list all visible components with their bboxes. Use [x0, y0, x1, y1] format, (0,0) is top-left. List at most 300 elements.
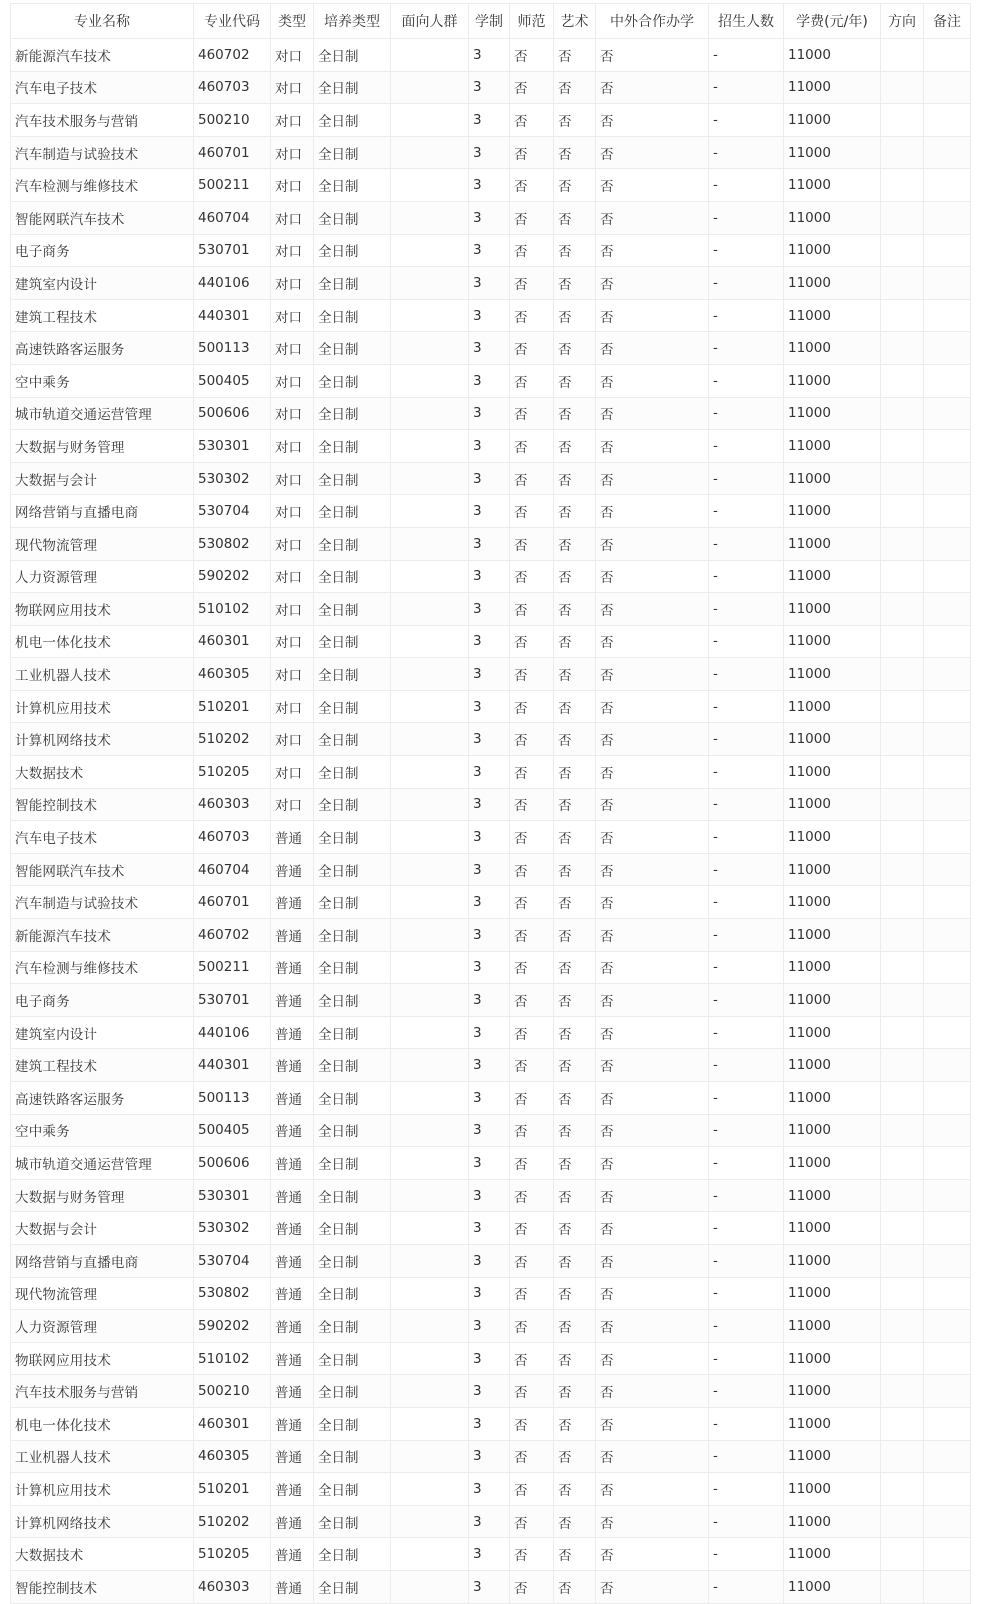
cell-normal-school: 否: [510, 919, 554, 952]
cell-training-type: 全日制: [314, 1114, 391, 1147]
cell-duration: 3: [469, 1342, 510, 1375]
cell-enrollment-count: -: [709, 136, 784, 169]
header-type: 类型: [271, 4, 314, 39]
cell-enrollment-count: -: [709, 1473, 784, 1506]
cell-normal-school: 否: [510, 1538, 554, 1571]
cell-duration: 3: [469, 332, 510, 365]
cell-major-name: 网络营销与直播电商: [11, 1244, 194, 1277]
cell-target-group: [391, 560, 469, 593]
cell-art: 否: [554, 951, 596, 984]
cell-tuition: 11000: [784, 593, 881, 626]
cell-major-code: 460704: [194, 853, 271, 886]
cell-type: 普通: [271, 1473, 314, 1506]
table-row: [11, 853, 971, 886]
cell-major-code: 460702: [194, 919, 271, 952]
cell-normal-school: 否: [510, 1016, 554, 1049]
cell-joint-program: 否: [596, 1310, 709, 1343]
cell-art: 否: [554, 1244, 596, 1277]
cell-enrollment-count: -: [709, 397, 784, 430]
cell-tuition: 11000: [784, 71, 881, 104]
cell-target-group: [391, 1244, 469, 1277]
cell-major-name: 汽车电子技术: [11, 71, 194, 104]
cell-direction: [881, 267, 924, 300]
cell-major-name: 新能源汽车技术: [11, 919, 194, 952]
cell-type: 普通: [271, 1342, 314, 1375]
cell-tuition: 11000: [784, 527, 881, 560]
cell-major-name: 大数据与财务管理: [11, 430, 194, 463]
cell-duration: 3: [469, 723, 510, 756]
header-direction: 方向: [881, 4, 924, 39]
cell-art: 否: [554, 1114, 596, 1147]
cell-major-code: 530704: [194, 1244, 271, 1277]
cell-major-name: 网络营销与直播电商: [11, 495, 194, 528]
cell-duration: 3: [469, 71, 510, 104]
cell-type: 普通: [271, 984, 314, 1017]
cell-art: 否: [554, 919, 596, 952]
cell-direction: [881, 71, 924, 104]
cell-normal-school: 否: [510, 821, 554, 854]
cell-enrollment-count: -: [709, 1179, 784, 1212]
cell-direction: [881, 1179, 924, 1212]
cell-major-name: 建筑室内设计: [11, 267, 194, 300]
header-remarks: 备注: [924, 4, 971, 39]
table-row: [11, 1473, 971, 1506]
cell-remarks: [924, 919, 971, 952]
cell-tuition: 11000: [784, 299, 881, 332]
cell-art: 否: [554, 527, 596, 560]
cell-joint-program: 否: [596, 332, 709, 365]
cell-joint-program: 否: [596, 462, 709, 495]
cell-type: 对口: [271, 71, 314, 104]
cell-direction: [881, 1473, 924, 1506]
cell-direction: [881, 625, 924, 658]
cell-duration: 3: [469, 104, 510, 137]
cell-target-group: [391, 853, 469, 886]
cell-major-code: 500211: [194, 951, 271, 984]
cell-remarks: [924, 332, 971, 365]
cell-direction: [881, 723, 924, 756]
cell-target-group: [391, 658, 469, 691]
cell-remarks: [924, 723, 971, 756]
cell-major-code: 440106: [194, 267, 271, 300]
cell-major-code: 530701: [194, 984, 271, 1017]
cell-duration: 3: [469, 1082, 510, 1115]
cell-duration: 3: [469, 234, 510, 267]
cell-art: 否: [554, 821, 596, 854]
cell-joint-program: 否: [596, 1212, 709, 1245]
cell-enrollment-count: -: [709, 1505, 784, 1538]
cell-type: 对口: [271, 560, 314, 593]
cell-training-type: 全日制: [314, 1244, 391, 1277]
cell-major-name: 现代物流管理: [11, 1277, 194, 1310]
cell-art: 否: [554, 1570, 596, 1603]
cell-tuition: 11000: [784, 919, 881, 952]
cell-tuition: 11000: [784, 364, 881, 397]
cell-normal-school: 否: [510, 1212, 554, 1245]
cell-type: 对口: [271, 332, 314, 365]
cell-joint-program: 否: [596, 234, 709, 267]
cell-major-code: 460303: [194, 788, 271, 821]
cell-direction: [881, 1147, 924, 1180]
cell-joint-program: 否: [596, 886, 709, 919]
header-enrollment-count: 招生人数: [709, 4, 784, 39]
cell-training-type: 全日制: [314, 1440, 391, 1473]
cell-joint-program: 否: [596, 104, 709, 137]
cell-tuition: 11000: [784, 332, 881, 365]
cell-major-code: 500405: [194, 1114, 271, 1147]
cell-enrollment-count: -: [709, 1375, 784, 1408]
cell-major-name: 汽车电子技术: [11, 821, 194, 854]
cell-duration: 3: [469, 1114, 510, 1147]
cell-duration: 3: [469, 1310, 510, 1343]
cell-tuition: 11000: [784, 1244, 881, 1277]
cell-normal-school: 否: [510, 234, 554, 267]
cell-type: 普通: [271, 821, 314, 854]
table-row: [11, 723, 971, 756]
cell-direction: [881, 462, 924, 495]
cell-duration: 3: [469, 201, 510, 234]
cell-art: 否: [554, 1538, 596, 1571]
cell-major-name: 汽车检测与维修技术: [11, 951, 194, 984]
cell-target-group: [391, 462, 469, 495]
cell-art: 否: [554, 1310, 596, 1343]
cell-normal-school: 否: [510, 560, 554, 593]
cell-direction: [881, 201, 924, 234]
cell-tuition: 11000: [784, 1049, 881, 1082]
cell-enrollment-count: -: [709, 658, 784, 691]
cell-major-code: 460701: [194, 886, 271, 919]
cell-training-type: 全日制: [314, 430, 391, 463]
cell-major-name: 机电一体化技术: [11, 1407, 194, 1440]
cell-enrollment-count: -: [709, 39, 784, 72]
cell-enrollment-count: -: [709, 1310, 784, 1343]
cell-art: 否: [554, 104, 596, 137]
header-duration: 学制: [469, 4, 510, 39]
cell-type: 普通: [271, 1114, 314, 1147]
cell-type: 普通: [271, 853, 314, 886]
cell-training-type: 全日制: [314, 1147, 391, 1180]
table-row: [11, 234, 971, 267]
cell-remarks: [924, 527, 971, 560]
cell-duration: 3: [469, 397, 510, 430]
cell-remarks: [924, 821, 971, 854]
table-row: [11, 821, 971, 854]
cell-remarks: [924, 1114, 971, 1147]
cell-target-group: [391, 1375, 469, 1408]
table-row: [11, 1538, 971, 1571]
cell-training-type: 全日制: [314, 234, 391, 267]
cell-training-type: 全日制: [314, 984, 391, 1017]
cell-training-type: 全日制: [314, 1310, 391, 1343]
cell-art: 否: [554, 462, 596, 495]
cell-training-type: 全日制: [314, 723, 391, 756]
cell-direction: [881, 136, 924, 169]
cell-type: 普通: [271, 951, 314, 984]
cell-enrollment-count: -: [709, 1342, 784, 1375]
cell-direction: [881, 1407, 924, 1440]
cell-remarks: [924, 1473, 971, 1506]
cell-duration: 3: [469, 1570, 510, 1603]
cell-direction: [881, 853, 924, 886]
cell-enrollment-count: -: [709, 201, 784, 234]
cell-direction: [881, 919, 924, 952]
cell-type: 普通: [271, 1212, 314, 1245]
cell-training-type: 全日制: [314, 527, 391, 560]
table-row: [11, 1244, 971, 1277]
cell-tuition: 11000: [784, 1375, 881, 1408]
cell-art: 否: [554, 1147, 596, 1180]
cell-normal-school: 否: [510, 201, 554, 234]
cell-major-name: 汽车制造与试验技术: [11, 136, 194, 169]
cell-type: 对口: [271, 136, 314, 169]
table-row: [11, 919, 971, 952]
cell-direction: [881, 1538, 924, 1571]
cell-duration: 3: [469, 951, 510, 984]
cell-target-group: [391, 1538, 469, 1571]
cell-remarks: [924, 1342, 971, 1375]
cell-enrollment-count: -: [709, 430, 784, 463]
cell-target-group: [391, 136, 469, 169]
cell-training-type: 全日制: [314, 39, 391, 72]
cell-tuition: 11000: [784, 1473, 881, 1506]
cell-target-group: [391, 886, 469, 919]
cell-art: 否: [554, 853, 596, 886]
cell-remarks: [924, 267, 971, 300]
cell-training-type: 全日制: [314, 1473, 391, 1506]
cell-joint-program: 否: [596, 1473, 709, 1506]
cell-normal-school: 否: [510, 853, 554, 886]
cell-major-code: 530802: [194, 527, 271, 560]
cell-training-type: 全日制: [314, 136, 391, 169]
cell-training-type: 全日制: [314, 267, 391, 300]
cell-major-code: 590202: [194, 560, 271, 593]
cell-normal-school: 否: [510, 1114, 554, 1147]
cell-art: 否: [554, 756, 596, 789]
cell-normal-school: 否: [510, 1407, 554, 1440]
cell-major-name: 汽车制造与试验技术: [11, 886, 194, 919]
table-row: [11, 1147, 971, 1180]
cell-duration: 3: [469, 593, 510, 626]
cell-major-code: 530802: [194, 1277, 271, 1310]
cell-type: 对口: [271, 625, 314, 658]
table-header-row: [11, 4, 971, 39]
cell-enrollment-count: -: [709, 234, 784, 267]
cell-major-name: 汽车技术服务与营销: [11, 1375, 194, 1408]
cell-tuition: 11000: [784, 1212, 881, 1245]
cell-direction: [881, 1375, 924, 1408]
cell-tuition: 11000: [784, 625, 881, 658]
cell-duration: 3: [469, 169, 510, 202]
cell-normal-school: 否: [510, 690, 554, 723]
cell-target-group: [391, 1473, 469, 1506]
cell-type: 对口: [271, 104, 314, 137]
cell-major-code: 460303: [194, 1570, 271, 1603]
cell-normal-school: 否: [510, 462, 554, 495]
cell-joint-program: 否: [596, 560, 709, 593]
cell-major-code: 460301: [194, 1407, 271, 1440]
cell-art: 否: [554, 690, 596, 723]
cell-duration: 3: [469, 853, 510, 886]
cell-joint-program: 否: [596, 593, 709, 626]
cell-art: 否: [554, 136, 596, 169]
cell-art: 否: [554, 593, 596, 626]
table-row: [11, 886, 971, 919]
header-tuition: 学费(元/年): [784, 4, 881, 39]
cell-normal-school: 否: [510, 104, 554, 137]
cell-training-type: 全日制: [314, 1570, 391, 1603]
cell-major-code: 530302: [194, 462, 271, 495]
cell-type: 普通: [271, 1375, 314, 1408]
cell-duration: 3: [469, 1407, 510, 1440]
cell-major-name: 计算机网络技术: [11, 723, 194, 756]
table-row: [11, 1016, 971, 1049]
table-row: [11, 1375, 971, 1408]
cell-type: 对口: [271, 527, 314, 560]
cell-major-name: 智能网联汽车技术: [11, 853, 194, 886]
cell-target-group: [391, 527, 469, 560]
cell-major-name: 建筑工程技术: [11, 1049, 194, 1082]
cell-joint-program: 否: [596, 397, 709, 430]
cell-joint-program: 否: [596, 723, 709, 756]
cell-training-type: 全日制: [314, 1082, 391, 1115]
cell-target-group: [391, 984, 469, 1017]
table-row: [11, 560, 971, 593]
table-row: [11, 71, 971, 104]
cell-direction: [881, 1570, 924, 1603]
cell-art: 否: [554, 201, 596, 234]
cell-major-name: 城市轨道交通运营管理: [11, 1147, 194, 1180]
cell-training-type: 全日制: [314, 1375, 391, 1408]
cell-remarks: [924, 234, 971, 267]
cell-remarks: [924, 1147, 971, 1180]
cell-target-group: [391, 1114, 469, 1147]
cell-training-type: 全日制: [314, 1538, 391, 1571]
cell-direction: [881, 1114, 924, 1147]
cell-joint-program: 否: [596, 71, 709, 104]
cell-duration: 3: [469, 136, 510, 169]
cell-enrollment-count: -: [709, 462, 784, 495]
cell-duration: 3: [469, 430, 510, 463]
cell-direction: [881, 886, 924, 919]
cell-major-name: 汽车检测与维修技术: [11, 169, 194, 202]
cell-enrollment-count: -: [709, 527, 784, 560]
cell-tuition: 11000: [784, 39, 881, 72]
table-row: [11, 136, 971, 169]
cell-remarks: [924, 1375, 971, 1408]
cell-training-type: 全日制: [314, 951, 391, 984]
cell-major-code: 460703: [194, 821, 271, 854]
cell-enrollment-count: -: [709, 1440, 784, 1473]
cell-joint-program: 否: [596, 919, 709, 952]
cell-major-name: 物联网应用技术: [11, 1342, 194, 1375]
cell-direction: [881, 430, 924, 463]
cell-direction: [881, 1440, 924, 1473]
cell-duration: 3: [469, 1538, 510, 1571]
cell-type: 对口: [271, 234, 314, 267]
table-row: [11, 756, 971, 789]
cell-major-code: 510205: [194, 1538, 271, 1571]
cell-normal-school: 否: [510, 136, 554, 169]
major-enrollment-table: [10, 3, 971, 1604]
cell-target-group: [391, 1212, 469, 1245]
cell-target-group: [391, 1082, 469, 1115]
cell-enrollment-count: -: [709, 1082, 784, 1115]
cell-enrollment-count: -: [709, 788, 784, 821]
cell-normal-school: 否: [510, 397, 554, 430]
cell-direction: [881, 658, 924, 691]
cell-normal-school: 否: [510, 527, 554, 560]
cell-normal-school: 否: [510, 886, 554, 919]
cell-major-name: 现代物流管理: [11, 527, 194, 560]
cell-remarks: [924, 39, 971, 72]
cell-remarks: [924, 299, 971, 332]
cell-tuition: 11000: [784, 1538, 881, 1571]
cell-duration: 3: [469, 1049, 510, 1082]
cell-normal-school: 否: [510, 984, 554, 1017]
cell-target-group: [391, 593, 469, 626]
cell-normal-school: 否: [510, 1342, 554, 1375]
cell-major-code: 500210: [194, 1375, 271, 1408]
cell-tuition: 11000: [784, 951, 881, 984]
cell-type: 对口: [271, 690, 314, 723]
cell-direction: [881, 1277, 924, 1310]
cell-enrollment-count: -: [709, 71, 784, 104]
cell-normal-school: 否: [510, 39, 554, 72]
cell-remarks: [924, 495, 971, 528]
cell-joint-program: 否: [596, 1277, 709, 1310]
table-row: [11, 788, 971, 821]
cell-enrollment-count: -: [709, 169, 784, 202]
cell-tuition: 11000: [784, 104, 881, 137]
table-row: [11, 267, 971, 300]
cell-direction: [881, 1016, 924, 1049]
cell-target-group: [391, 1440, 469, 1473]
cell-enrollment-count: -: [709, 951, 784, 984]
cell-art: 否: [554, 397, 596, 430]
cell-remarks: [924, 71, 971, 104]
cell-target-group: [391, 430, 469, 463]
cell-normal-school: 否: [510, 756, 554, 789]
cell-enrollment-count: -: [709, 625, 784, 658]
cell-direction: [881, 788, 924, 821]
cell-enrollment-count: -: [709, 267, 784, 300]
cell-tuition: 11000: [784, 1407, 881, 1440]
cell-joint-program: 否: [596, 1244, 709, 1277]
table-row: [11, 1114, 971, 1147]
cell-training-type: 全日制: [314, 462, 391, 495]
cell-tuition: 11000: [784, 1440, 881, 1473]
cell-tuition: 11000: [784, 462, 881, 495]
cell-duration: 3: [469, 821, 510, 854]
cell-target-group: [391, 1016, 469, 1049]
cell-direction: [881, 397, 924, 430]
cell-remarks: [924, 397, 971, 430]
cell-art: 否: [554, 560, 596, 593]
cell-tuition: 11000: [784, 201, 881, 234]
cell-remarks: [924, 1538, 971, 1571]
cell-direction: [881, 951, 924, 984]
cell-type: 普通: [271, 886, 314, 919]
cell-target-group: [391, 1277, 469, 1310]
cell-art: 否: [554, 788, 596, 821]
table-row: [11, 1277, 971, 1310]
cell-major-code: 460305: [194, 1440, 271, 1473]
cell-normal-school: 否: [510, 495, 554, 528]
cell-target-group: [391, 788, 469, 821]
cell-target-group: [391, 39, 469, 72]
cell-type: 对口: [271, 788, 314, 821]
cell-tuition: 11000: [784, 560, 881, 593]
